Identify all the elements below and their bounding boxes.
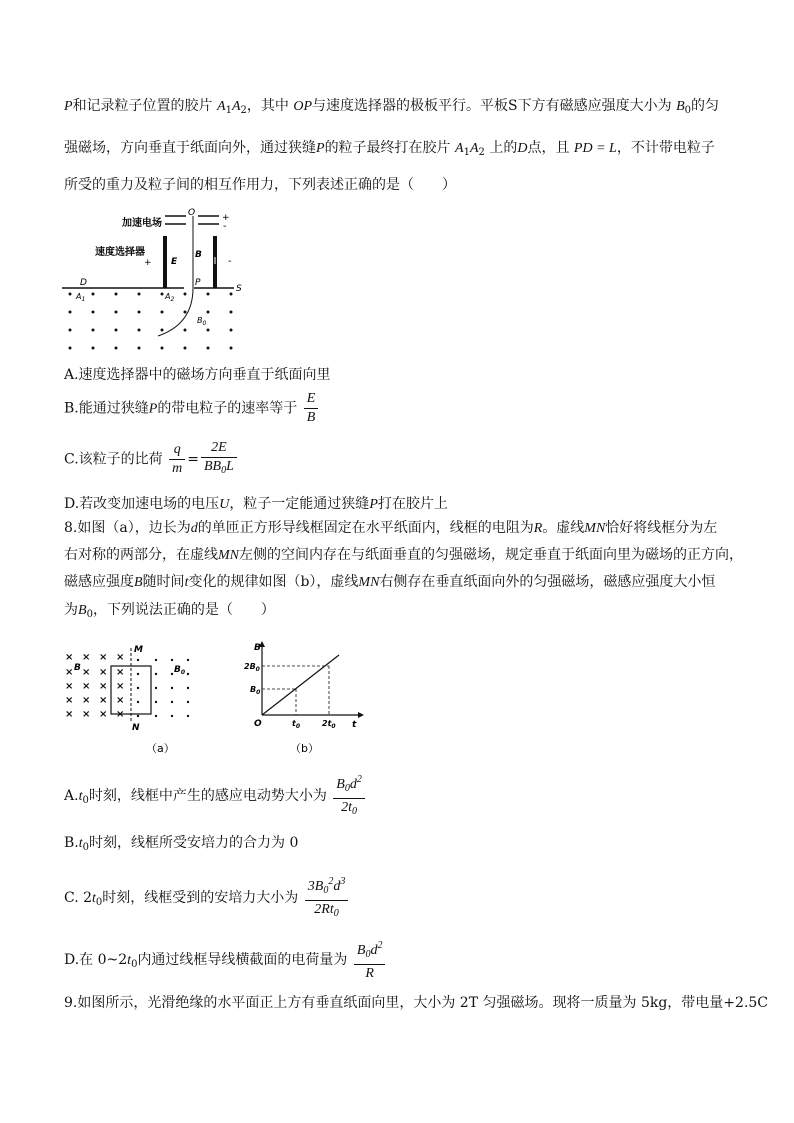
svg-text:×: × — [65, 709, 74, 720]
q8-option-c: C. $2t_0$时刻，线框受到的安培力大小为 $\frac{3B_0^2d^3}{2Rt_0}$ — [64, 874, 350, 924]
svg-text:×: × — [82, 695, 91, 706]
q8-line-4: 为$B_0$，下列说法正确的是（ ） — [64, 602, 275, 620]
fraction-e-over-b: $\frac{E}{B}$ — [304, 391, 319, 426]
q8-line-2: 右对称的两部分，在虚线MN左侧的空间内存在与纸面垂直的匀强磁场，规定垂直于纸面向里为磁场的正方向， — [64, 547, 743, 563]
svg-text:×: × — [116, 695, 125, 706]
fig-b-label-2B0: $2B_0$ — [244, 662, 260, 673]
label-A2: $A_2$ — [165, 292, 175, 303]
field-dots — [69, 293, 233, 350]
label-S: S — [236, 284, 242, 294]
fig-a-label-B0: $B_0$ — [174, 665, 186, 676]
fig-b-origin: O — [254, 719, 262, 729]
dot-marks — [137, 659, 189, 717]
fig-a-label-N: N — [132, 723, 140, 733]
q8-option-a: $A.t_0$时刻，线框中产生的感应电动势大小为 $\frac{B_0d^2}{2t_0}$ — [64, 772, 367, 822]
plus-sign-2: + — [144, 258, 152, 268]
figure-b-graph — [246, 640, 366, 760]
fig-b-axis-B: B — [254, 643, 261, 653]
minus-sign-1: - — [223, 221, 227, 232]
figure-a-wire-frame — [62, 640, 202, 760]
fig-a-label-M: M — [134, 645, 143, 655]
fraction-3b02d3-over-2rt0: $\frac{3B_0^2d^3}{2Rt_0}$ — [305, 874, 349, 922]
svg-text:×: × — [82, 667, 91, 678]
fraction-2e-over-bb0l: $\frac{2E}{BB_0L}$ — [201, 440, 237, 479]
label-P: P — [195, 278, 201, 288]
fraction-b0d2-over-2t0: $\frac{B_0d^2}{2t_0}$ — [333, 772, 365, 820]
q7-option-a: A.速度选择器中的磁场方向垂直于纸面向里 — [64, 367, 331, 383]
q7-line-1: P和记录粒子位置的胶片 $A_1A_2$，其中 OP与速度选择器的极板平行。平板S下方有磁感应强度大小为 $B_0$的匀 — [64, 98, 719, 116]
label-O: O — [188, 208, 196, 218]
label-D: D — [80, 278, 87, 288]
q9-line-1: 9.如图所示，光滑绝缘的水平面正上方有垂直纸面向里，大小为 2T 匀强磁场。现将一质量为 5kg，带电量+2.5C — [64, 995, 769, 1011]
svg-text:×: × — [116, 667, 125, 678]
label-A1: $A_1$ — [76, 292, 86, 303]
fig-b-label-2t0: $2t_0$ — [322, 719, 336, 730]
label-E: E — [171, 257, 178, 267]
q7-line-2: 强磁场，方向垂直于纸面向外，通过狭缝P的粒子最终打在胶片 $A_1A_2$ 上的D点，且 PD = L，不计带电粒子 — [64, 140, 715, 158]
fraction-q-over-m: $\frac{q}{m}$ — [169, 442, 185, 477]
minus-sign-2: - — [228, 256, 232, 267]
svg-text:×: × — [99, 709, 108, 720]
q7-option-d: D.若改变加速电场的电压U，粒子一定能通过狭缝P打在胶片上 — [64, 496, 448, 512]
svg-text:×: × — [116, 681, 125, 692]
svg-text:×: × — [82, 681, 91, 692]
fig-b-label-t0: $t_0$ — [292, 719, 301, 730]
fig-a-label-B: B — [74, 663, 81, 673]
label-B0: $B_0$ — [197, 316, 207, 327]
q8-line-1: 8.如图（a），边长为d的单匝正方形导线框固定在水平纸面内，线框的电阻为R。虚线MN恰好将线框分为左 — [64, 520, 718, 536]
fig-b-axis-t: t — [352, 720, 357, 730]
fig-b-label-B0: $B_0$ — [250, 685, 261, 696]
q8-line-3: 磁感应强度B随时间t变化的规律如图（b），虚线MN右侧存在垂直纸面向外的匀强磁场，磁感应强度大小恒 — [64, 574, 716, 590]
svg-text:×: × — [99, 695, 108, 706]
plus-sign-1: + — [222, 213, 230, 223]
svg-text:×: × — [65, 695, 74, 706]
svg-text:×: × — [82, 652, 91, 663]
svg-text:×: × — [82, 709, 91, 720]
velocity-selector-label: 速度选择器 — [95, 247, 145, 258]
svg-text:×: × — [65, 667, 74, 678]
svg-text:×: × — [116, 709, 125, 720]
q8-option-b: $B.t_0$时刻，线框所受安培力的合力为 0 — [64, 835, 299, 853]
svg-text:×: × — [116, 652, 125, 663]
q7-option-c: C.该粒子的比荷 $\frac{q}{m}$ = $\frac{2E}{BB_0L}$ — [64, 440, 239, 479]
svg-text:×: × — [99, 652, 108, 663]
label-B: B — [195, 250, 202, 260]
q7-line-3: 所受的重力及粒子间的相互作用力，下列表述正确的是（ ） — [64, 177, 456, 193]
q7-option-b: B.能通过狭缝P的带电粒子的速率等于 $\frac{E}{B}$ — [64, 391, 320, 427]
svg-text:×: × — [65, 652, 74, 663]
mass-spectrometer-figure — [62, 202, 262, 360]
fig-a-caption: （a） — [146, 742, 175, 755]
q8-option-d: D.在 $0\sim 2t_0$内通过线框导线横截面的电荷量为 $\frac{B_0d^2}{R}$ — [64, 938, 387, 986]
fraction-b0d2-over-r: $\frac{B_0d^2}{R}$ — [354, 938, 386, 982]
svg-text:×: × — [99, 681, 108, 692]
fig-b-caption: （b） — [290, 742, 319, 755]
svg-text:×: × — [65, 681, 74, 692]
accel-field-label: 加速电场 — [122, 218, 162, 229]
svg-text:×: × — [99, 667, 108, 678]
